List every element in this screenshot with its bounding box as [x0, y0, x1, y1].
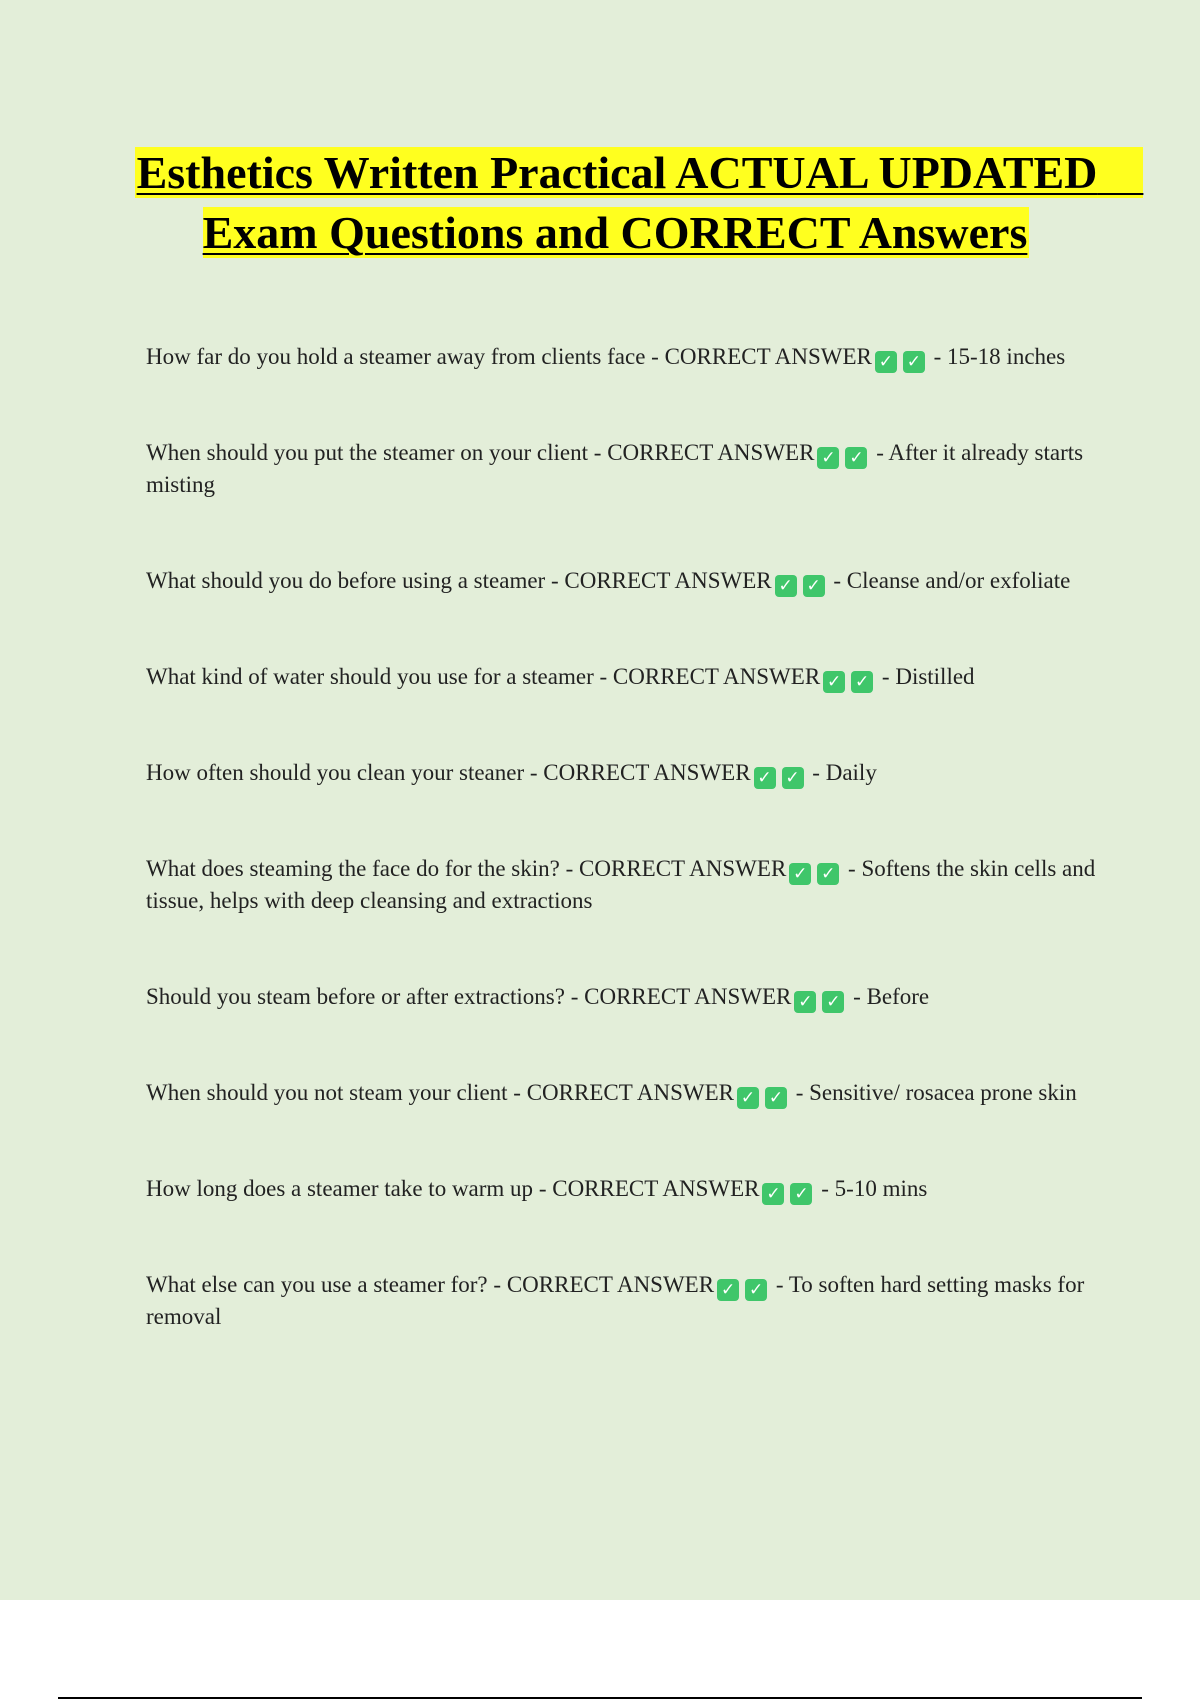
qa-item: When should you not steam your client - CORRECT ANSWER ✓ ✓ - Sensitive/ rosacea prone skin: [146, 1080, 1077, 1108]
check-mark-icon: ✓: [737, 1087, 759, 1109]
answer-text: Daily: [825, 760, 877, 785]
qa-item: What else can you use a steamer for? - CORRECT ANSWER ✓ ✓ - To soften hard setting masks for removal: [146, 1272, 1085, 1329]
question-text: What kind of water should you use for a steamer: [146, 664, 594, 689]
qa-item: What does steaming the face do for the skin? - CORRECT ANSWER ✓ ✓ - Softens the skin cells and tissue, helps with deep cleansing and extractions: [146, 856, 1096, 913]
answer-label: CORRECT ANSWER: [612, 664, 821, 689]
answer-label: CORRECT ANSWER: [506, 1272, 715, 1297]
answer-text: After it already starts misting: [146, 440, 1084, 497]
answer-label: CORRECT ANSWER: [552, 1176, 760, 1201]
question-text: What does steaming the face do for the skin?: [146, 856, 560, 881]
check-mark-icon: ✓: [789, 863, 811, 885]
answer-text: Before: [866, 984, 930, 1009]
qa-item: What kind of water should you use for a steamer - CORRECT ANSWER ✓ ✓ - Distilled: [146, 664, 975, 692]
qa-item: Should you steam before or after extractions? - CORRECT ANSWER ✓ ✓ - Before: [146, 984, 930, 1012]
check-mark-icon: ✓: [775, 575, 797, 597]
answer-text: To soften hard setting masks for removal: [146, 1272, 1085, 1329]
check-mark-icon: ✓: [817, 863, 839, 885]
check-mark-icon: ✓: [803, 575, 825, 597]
qa-item: How far do you hold a steamer away from clients face - CORRECT ANSWER ✓ ✓ - 15-18 inches: [146, 344, 1066, 372]
question-text: How long does a steamer take to warm up: [146, 1176, 534, 1201]
question-text: How often should you clean your steaner: [146, 760, 525, 785]
check-mark-icon: ✓: [782, 767, 804, 789]
check-mark-icon: ✓: [794, 991, 816, 1013]
qa-item: What should you do before using a steamer - CORRECT ANSWER ✓ ✓ - Cleanse and/or exfoliate: [146, 568, 1071, 596]
footer-divider: [58, 1697, 1142, 1699]
answer-text: Softens the skin cells and tissue, helps with deep cleansing and extractions: [146, 856, 1096, 913]
question-text: What should you do before using a steamer: [146, 568, 546, 593]
document-title: [120, 143, 1144, 263]
answer-label: CORRECT ANSWER: [664, 344, 872, 369]
answer-label: CORRECT ANSWER: [584, 984, 792, 1009]
check-mark-icon: ✓: [875, 351, 897, 373]
check-mark-icon: ✓: [745, 1279, 767, 1301]
answer-text: Sensitive/ rosacea prone skin: [809, 1080, 1077, 1105]
check-mark-icon: ✓: [845, 447, 867, 469]
check-mark-icon: ✓: [823, 671, 845, 693]
answer-label: CORRECT ANSWER: [579, 856, 787, 881]
qa-item: When should you put the steamer on your client - CORRECT ANSWER ✓ ✓ - After it already starts misting: [146, 440, 1084, 497]
answer-label: CORRECT ANSWER: [564, 568, 772, 593]
check-mark-icon: ✓: [717, 1279, 739, 1301]
check-mark-icon: ✓: [817, 447, 839, 469]
check-mark-icon: ✓: [903, 351, 925, 373]
question-text: What else can you use a steamer for?: [146, 1272, 488, 1297]
answer-label: CORRECT ANSWER: [526, 1080, 734, 1105]
question-text: When should you put the steamer on your client: [146, 440, 589, 465]
qa-list: [146, 341, 1096, 1397]
check-mark-icon: ✓: [790, 1183, 812, 1205]
check-mark-icon: ✓: [822, 991, 844, 1013]
qa-item: How often should you clean your steaner - CORRECT ANSWER ✓ ✓ - Daily: [146, 760, 877, 788]
question-text: How far do you hold a steamer away from clients face: [146, 344, 646, 369]
check-mark-icon: ✓: [754, 767, 776, 789]
check-mark-icon: ✓: [765, 1087, 787, 1109]
qa-item: How long does a steamer take to warm up - CORRECT ANSWER ✓ ✓ - 5-10 mins: [146, 1176, 928, 1204]
answer-label: CORRECT ANSWER: [543, 760, 751, 785]
check-mark-icon: ✓: [762, 1183, 784, 1205]
answer-text: 5-10 mins: [834, 1176, 928, 1201]
answer-text: Cleanse and/or exfoliate: [846, 568, 1071, 593]
question-text: Should you steam before or after extractions?: [146, 984, 565, 1009]
question-text: When should you not steam your client: [146, 1080, 508, 1105]
answer-text: Distilled: [895, 664, 975, 689]
answer-label: CORRECT ANSWER: [607, 440, 815, 465]
document-title-text: Esthetics Written Practical ACTUAL UPDATED Exam Questions and CORRECT Answers: [136, 147, 1144, 258]
check-mark-icon: ✓: [851, 671, 873, 693]
answer-text: 15-18 inches: [947, 344, 1066, 369]
